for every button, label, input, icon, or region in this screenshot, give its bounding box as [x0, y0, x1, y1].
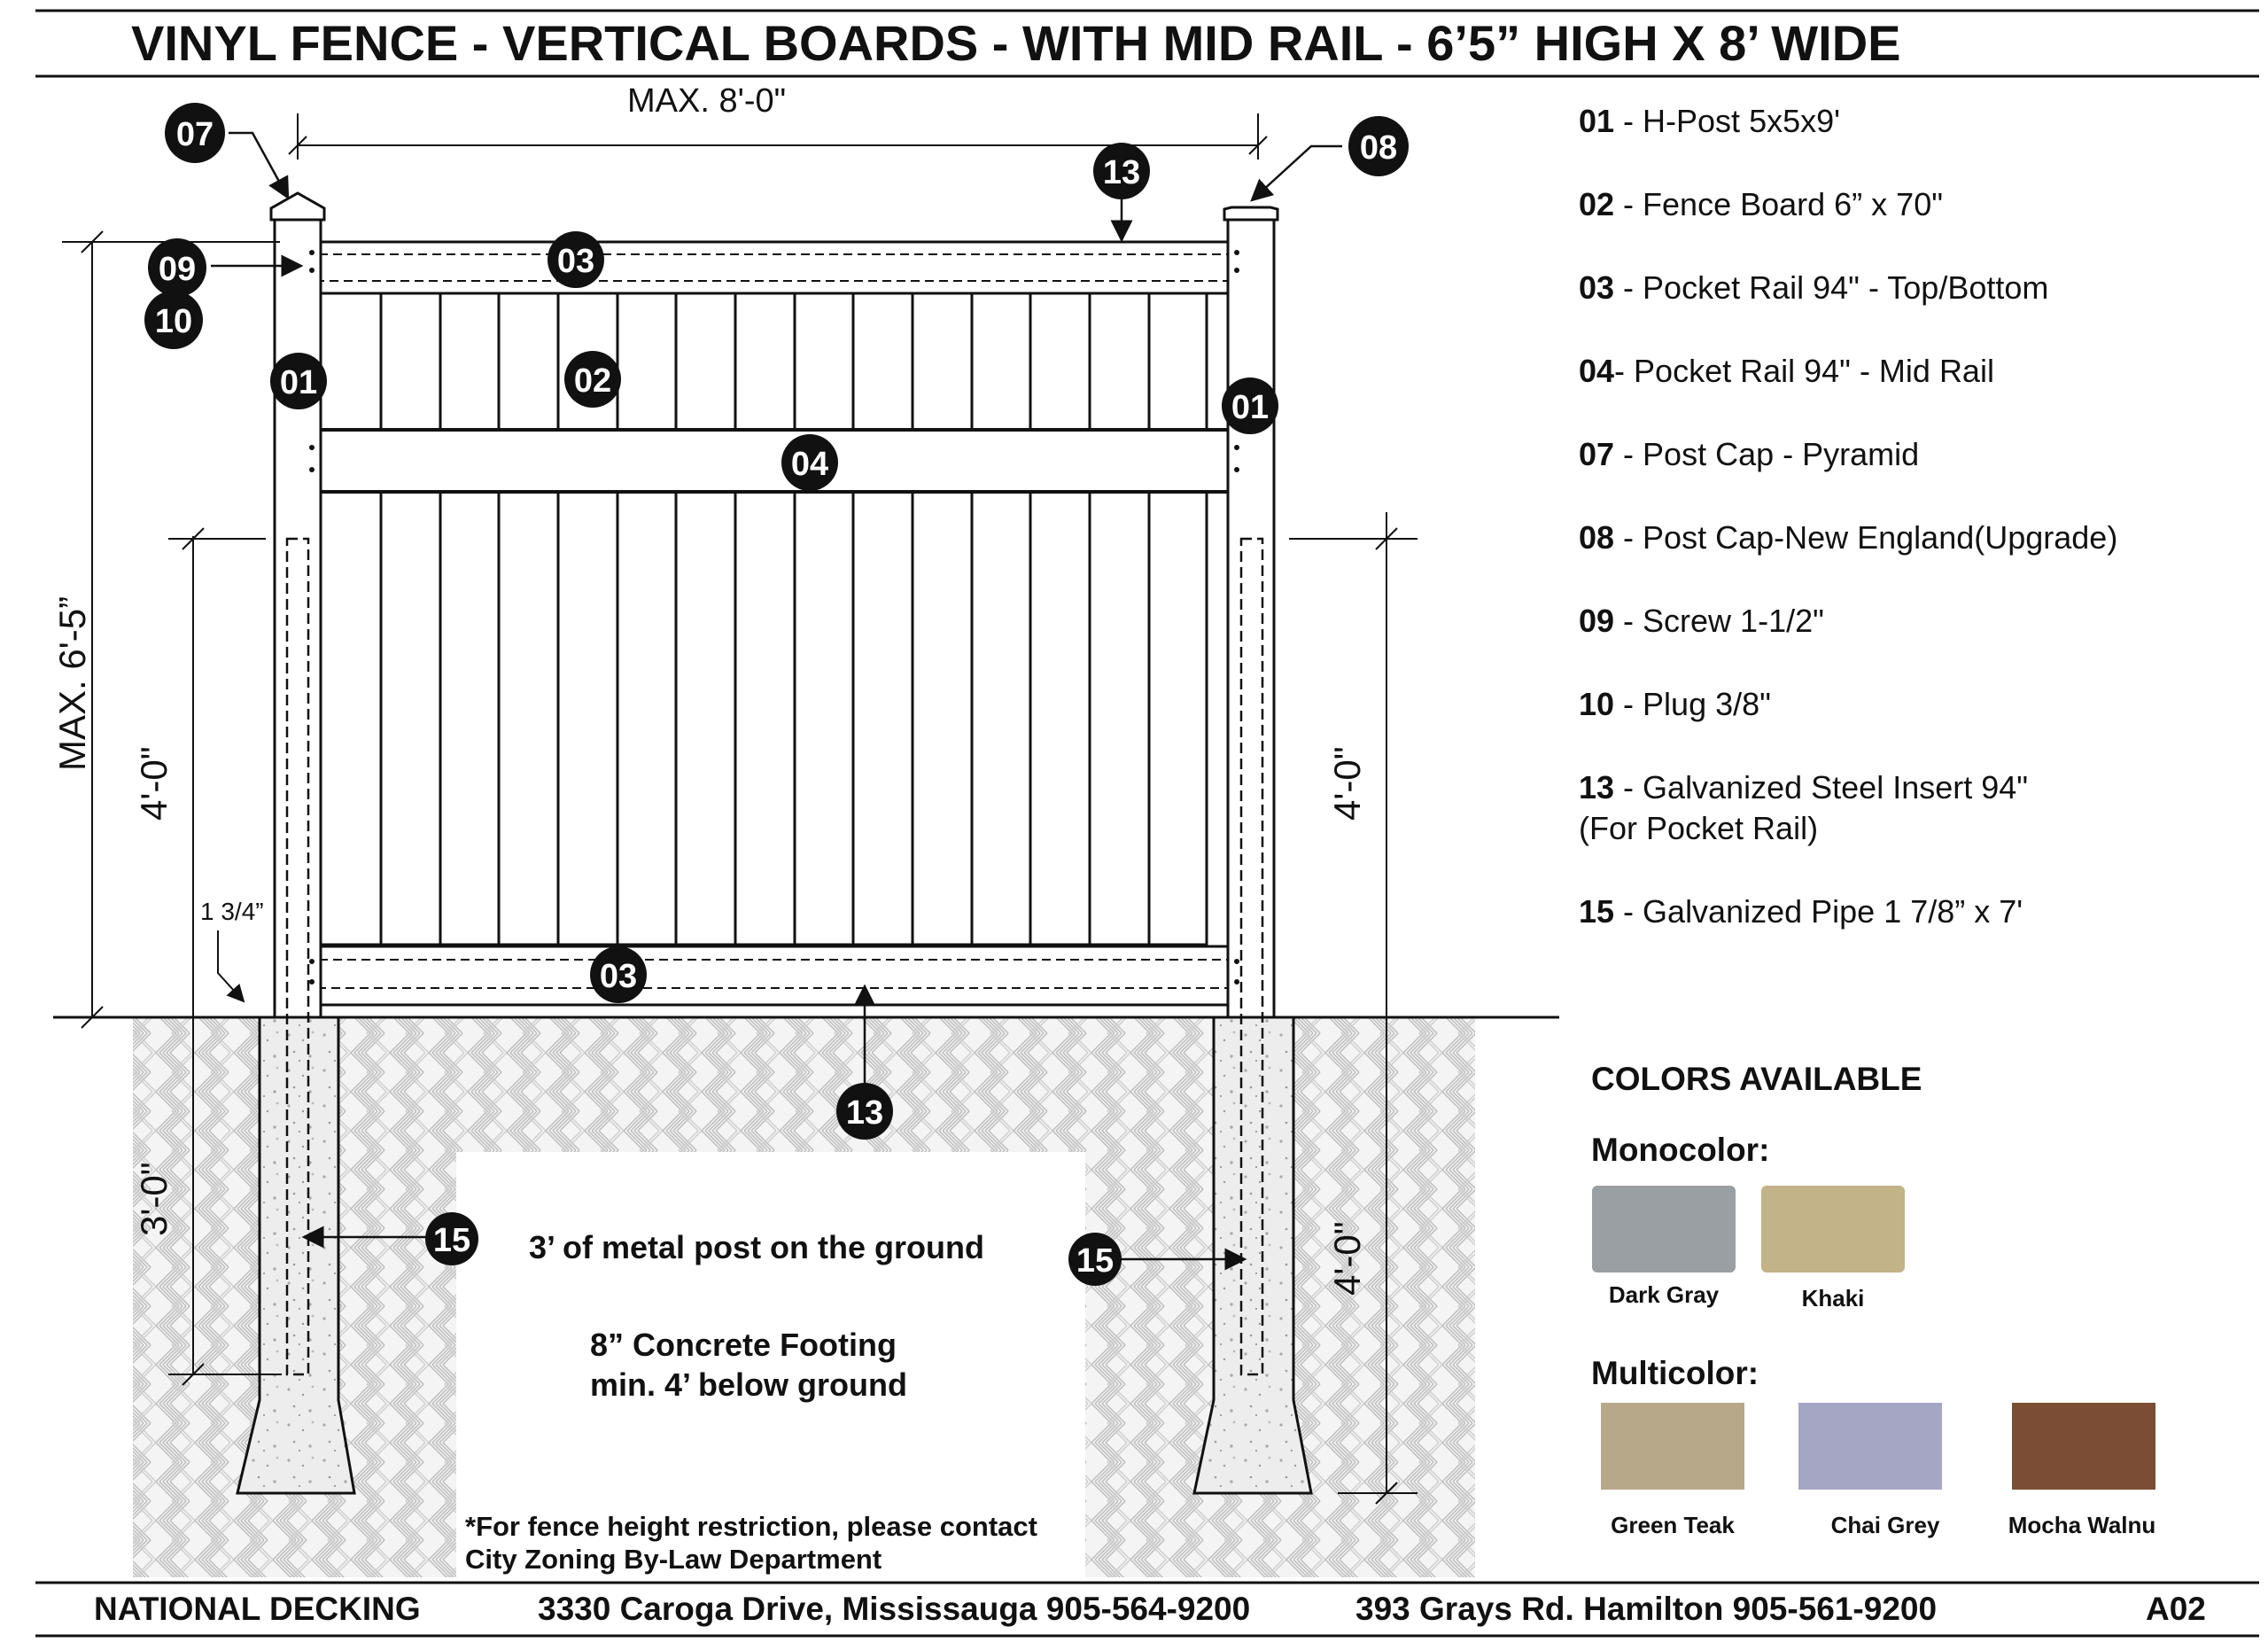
note-restriction-1: *For fence height restriction, please contact: [465, 1511, 1037, 1542]
note-footing-2: min. 4’ below ground: [590, 1366, 908, 1403]
callout-10: [144, 291, 203, 349]
svg-text:09: 09: [158, 251, 197, 288]
legend-item-10: 10 - Plug 3/8": [1579, 686, 1771, 722]
callout-03-top: [548, 231, 604, 288]
swatch-mocha-walnut: [2012, 1403, 2155, 1490]
legend-item-08: 08 - Post Cap-New England(Upgrade): [1579, 519, 2118, 556]
svg-text:15: 15: [432, 1222, 471, 1259]
svg-text:04: 04: [790, 446, 829, 483]
sheet-title: VINYL FENCE - VERTICAL BOARDS - WITH MID RAIL - 6’5” HIGH X 8’ WIDE: [131, 15, 1901, 71]
note-footing-1: 8” Concrete Footing: [590, 1327, 897, 1363]
footer-company: NATIONAL DECKING: [94, 1591, 421, 1627]
svg-text:07: 07: [175, 116, 214, 153]
footer-address-mississauga: 3330 Caroga Drive, Mississauga 905-564-9200: [538, 1591, 1251, 1627]
legend-item-03: 03 - Pocket Rail 94" - Top/Bottom: [1579, 269, 2049, 306]
post-right-label: 4'-0": [1326, 746, 1368, 821]
callout-15-right: [1068, 1233, 1122, 1286]
svg-text:01: 01: [1231, 389, 1270, 426]
callout-04: [781, 434, 838, 491]
multicolor-heading: Multicolor:: [1591, 1355, 1759, 1391]
svg-text:15: 15: [1076, 1242, 1115, 1280]
note-metal-post: 3’ of metal post on the ground: [529, 1229, 985, 1265]
swatch-khaki: [1761, 1186, 1905, 1273]
below-left-label: 3'-0": [133, 1162, 175, 1236]
h-post-right: [1228, 218, 1274, 1017]
post-cap-new-england: [1224, 207, 1278, 220]
legend-item-01: 01 - H-Post 5x5x9': [1579, 103, 1840, 139]
offset-leader: [218, 930, 244, 1001]
svg-text:03: 03: [556, 243, 595, 280]
legend-item-15: 15 - Galvanized Pipe 1 7/8” x 7': [1579, 893, 2023, 930]
swatch-label-green-teak: Green Teak: [1611, 1512, 1735, 1538]
legend-item-13-line2: (For Pocket Rail): [1579, 810, 1819, 846]
svg-text:13: 13: [845, 1094, 884, 1132]
svg-text:13: 13: [1102, 154, 1141, 191]
svg-text:02: 02: [573, 362, 612, 400]
callout-08: [1348, 116, 1409, 176]
callout-15-left: [425, 1212, 478, 1265]
swatch-green-teak: [1601, 1403, 1744, 1490]
monocolor-heading: Monocolor:: [1591, 1132, 1770, 1168]
swatch-label-chai-grey: Chai Grey: [1830, 1512, 1940, 1538]
height-label: MAX. 6'-5”: [51, 595, 93, 771]
width-label: MAX. 8'-0": [627, 82, 787, 120]
legend-item-04: 04- Pocket Rail 94" - Mid Rail: [1579, 353, 1994, 389]
footer-address-hamilton: 393 Grays Rd. Hamilton 905-561-9200: [1355, 1591, 1938, 1627]
footer-sheet-number: A02: [2146, 1591, 2206, 1627]
post-cap-pyramid: [271, 193, 324, 220]
callout-09: [148, 238, 206, 297]
callout-13-top: [1093, 143, 1150, 199]
legend-item-13: 13 - Galvanized Steel Insert 94": [1579, 769, 2029, 806]
swatch-label-mocha-walnut: Mocha Walnu: [2008, 1512, 2156, 1538]
note-restriction-2: City Zoning By-Law Department: [465, 1544, 882, 1575]
svg-text:10: 10: [154, 303, 193, 340]
h-post-left: [275, 218, 321, 1017]
top-pocket-rail: [304, 242, 1245, 293]
legend-item-07: 07 - Post Cap - Pyramid: [1579, 436, 1920, 472]
callout-07: [165, 103, 225, 163]
offset-label: 1 3/4”: [200, 898, 264, 925]
post-left-label: 4'-0": [133, 746, 175, 821]
parts-legend: [1579, 103, 2117, 930]
callout-02: [564, 351, 621, 408]
svg-text:03: 03: [599, 958, 638, 995]
colors-heading: COLORS AVAILABLE: [1591, 1061, 1922, 1097]
callout-13-bottom: [836, 1083, 893, 1140]
callout-01-right: [1222, 377, 1278, 434]
swatch-chai-grey: [1798, 1403, 1942, 1490]
svg-text:08: 08: [1359, 129, 1398, 167]
mid-pocket-rail: [304, 430, 1245, 492]
bottom-pocket-rail: [304, 946, 1245, 1005]
fence-boards: [321, 289, 1207, 945]
legend-item-09: 09 - Screw 1-1/2": [1579, 603, 1824, 639]
callout-01-left: [270, 353, 327, 409]
below-right-label: 4'-0": [1326, 1221, 1368, 1296]
swatch-label-khaki: Khaki: [1801, 1285, 1865, 1311]
callout-03-bottom: [590, 946, 647, 1003]
swatch-label-dark-gray: Dark Gray: [1608, 1281, 1720, 1308]
legend-item-02: 02 - Fence Board 6” x 70": [1579, 186, 1943, 222]
svg-text:01: 01: [279, 364, 318, 401]
swatch-dark-gray: [1592, 1186, 1736, 1273]
